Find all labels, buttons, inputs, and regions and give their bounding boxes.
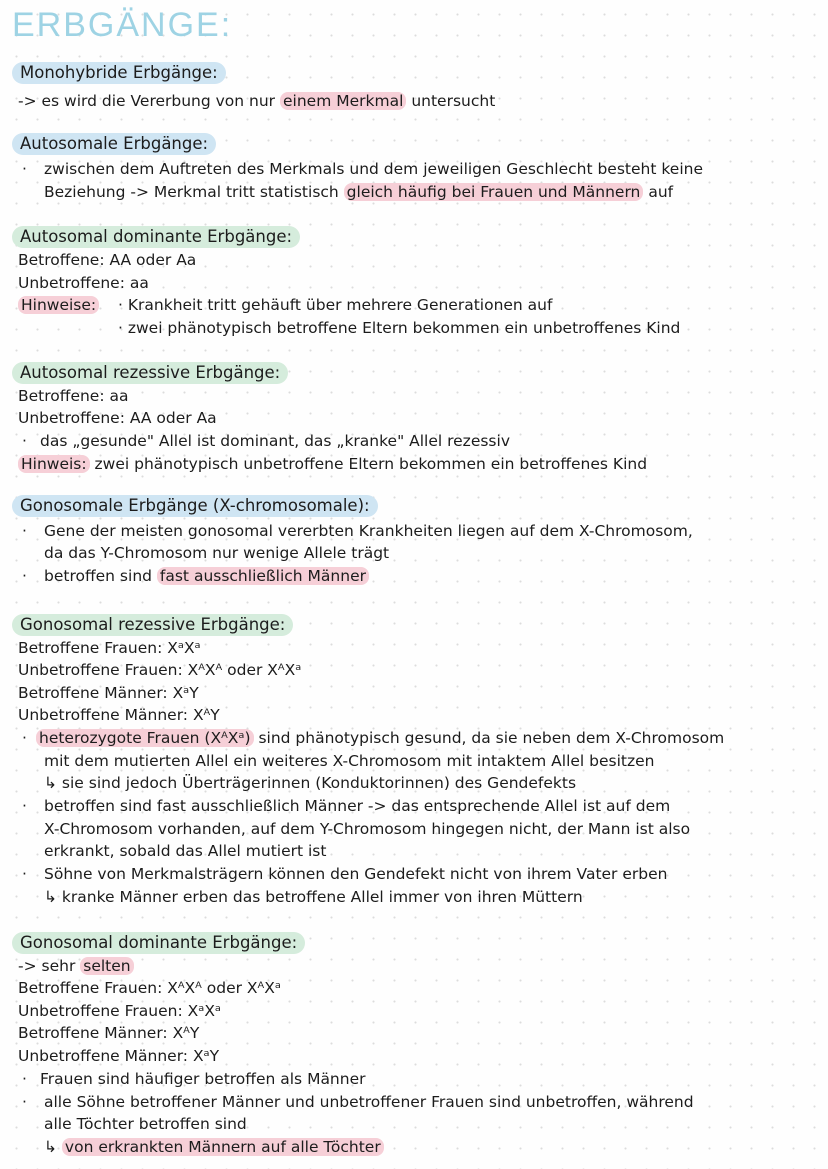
aut-dom-hinweis-2: · zwei phänotypisch betroffene Eltern bekommen ein unbetroffenes Kind bbox=[118, 319, 681, 337]
aut-dom-hinweise bbox=[18, 294, 99, 316]
gono-rez-b2c: erkrankt, sobald das Allel mutiert ist bbox=[44, 842, 327, 860]
bullet: · bbox=[22, 797, 27, 815]
highlight-toechter: von erkrankten Männern auf alle Töchter bbox=[62, 1138, 384, 1156]
gono-rez-uf: Unbetroffene Frauen: XᴬXᴬ oder XᴬXᵃ bbox=[18, 661, 302, 679]
gono-rez-heading: Gonosomal rezessive Erbgänge: bbox=[12, 614, 293, 636]
gono-rez-bf: Betroffene Frauen: XᵃXᵃ bbox=[18, 639, 201, 657]
gono-rez-b3a: Söhne von Merkmalsträgern können den Gendefekt nicht von ihrem Vater erben bbox=[44, 865, 668, 883]
gono-heading: Gonosomale Erbgänge (X-chromosomale): bbox=[12, 495, 378, 517]
hinweise-label: Hinweise: bbox=[18, 296, 99, 314]
gono-dom-b2b: alle Töchter betroffen sind bbox=[44, 1115, 247, 1133]
aut-dom-hinweis-1: · Krankheit tritt gehäuft über mehrere Generationen auf bbox=[118, 296, 553, 314]
gono-rez-b1c: ↳ sie sind jedoch Überträgerinnen (Konduktorinnen) des Gendefekts bbox=[44, 774, 577, 792]
highlight-selten: selten bbox=[80, 957, 133, 975]
bullet: · bbox=[22, 522, 27, 540]
highlight-einem-merkmal: einem Merkmal bbox=[280, 92, 406, 110]
aut-rez-bullet-1: das „gesunde" Allel ist dominant, das „kranke" Allel rezessiv bbox=[40, 432, 510, 450]
gono-bullet-1a: Gene der meisten gonosomal vererbten Krankheiten liegen auf dem X-Chromosom, bbox=[44, 522, 693, 540]
bullet: · bbox=[22, 1070, 27, 1088]
autosomal-heading: Autosomale Erbgänge: bbox=[12, 133, 216, 155]
gono-dom-uf: Unbetroffene Frauen: XᵃXᵃ bbox=[18, 1002, 222, 1020]
page-title: ERBGÄNGE: bbox=[12, 6, 233, 44]
aut-rez-hinweis: Hinweis: zwei phänotypisch unbetroffene Eltern bekommen ein betroffenes Kind bbox=[18, 453, 647, 475]
bullet: · bbox=[22, 160, 27, 178]
monohybrid-heading: Monohybride Erbgänge: bbox=[12, 62, 226, 84]
bullet: · bbox=[22, 729, 27, 747]
highlight-gleich-haeufig: gleich häufig bei Frauen und Männern bbox=[344, 183, 644, 201]
aut-dom-betroffene: Betroffene: AA oder Aa bbox=[18, 251, 197, 269]
autosomal-text-2: Beziehung -> Merkmal tritt statistisch gleich häufig bei Frauen und Männern auf bbox=[44, 183, 674, 201]
aut-rez-heading: Autosomal rezessive Erbgänge: bbox=[12, 362, 288, 384]
gono-dom-b1: Frauen sind häufiger betroffen als Männer bbox=[40, 1070, 366, 1088]
gono-bullet-2: betroffen sind fast ausschließlich Männer bbox=[44, 565, 369, 587]
gono-rez-b2a: betroffen sind fast ausschließlich Männer -> das entsprechende Allel ist auf dem bbox=[44, 797, 671, 815]
aut-rez-betroffene: Betroffene: aa bbox=[18, 387, 129, 405]
hinweis-label: Hinweis: bbox=[18, 455, 90, 473]
autosomal-text-1: zwischen dem Auftreten des Merkmals und dem jeweiligen Geschlecht besteht keine bbox=[44, 160, 703, 178]
bullet: · bbox=[22, 1093, 27, 1111]
bullet: · bbox=[22, 865, 27, 883]
gono-dom-um: Unbetroffene Männer: XᵃY bbox=[18, 1047, 220, 1065]
gono-dom-heading: Gonosomal dominante Erbgänge: bbox=[12, 932, 305, 954]
gono-dom-b2c: ↳ von erkrankten Männern auf alle Töchter bbox=[44, 1136, 384, 1158]
gono-rez-bm: Betroffene Männer: XᵃY bbox=[18, 684, 199, 702]
gono-dom-b2a: alle Söhne betroffener Männer und unbetroffener Frauen sind unbetroffen, während bbox=[44, 1093, 694, 1111]
gono-rez-b1a: heterozygote Frauen (XᴬXᵃ) sind phänotypisch gesund, da sie neben dem X-Chromosom bbox=[36, 727, 724, 749]
monohybrid-text: -> es wird die Vererbung von nur einem Merkmal untersucht bbox=[18, 92, 496, 110]
gono-dom-l1: -> sehr selten bbox=[18, 955, 134, 977]
gono-bullet-1b: da das Y-Chromosom nur wenige Allele trägt bbox=[44, 544, 390, 562]
highlight-heterozygote: heterozygote Frauen (XᴬXᵃ) bbox=[36, 729, 254, 747]
gono-rez-um: Unbetroffene Männer: XᴬY bbox=[18, 706, 220, 724]
gono-rez-b2b: X-Chromosom vorhanden, auf dem Y-Chromosom hingegen nicht, der Mann ist also bbox=[44, 820, 691, 838]
gono-dom-bm: Betroffene Männer: XᴬY bbox=[18, 1024, 200, 1042]
gono-rez-b3b: ↳ kranke Männer erben das betroffene Allel immer von ihren Müttern bbox=[44, 888, 583, 906]
bullet: · bbox=[22, 567, 27, 585]
aut-dom-unbetroffene: Unbetroffene: aa bbox=[18, 274, 149, 292]
gono-dom-bf: Betroffene Frauen: XᴬXᴬ oder XᴬXᵃ bbox=[18, 979, 281, 997]
aut-dom-heading: Autosomal dominante Erbgänge: bbox=[12, 226, 300, 248]
gono-rez-b1b: mit dem mutierten Allel ein weiteres X-Chromosom mit intaktem Allel besitzen bbox=[44, 752, 655, 770]
aut-rez-unbetroffene: Unbetroffene: AA oder Aa bbox=[18, 409, 217, 427]
bullet: · bbox=[22, 432, 27, 450]
highlight-fast-ausschliesslich: fast ausschließlich Männer bbox=[157, 567, 369, 585]
